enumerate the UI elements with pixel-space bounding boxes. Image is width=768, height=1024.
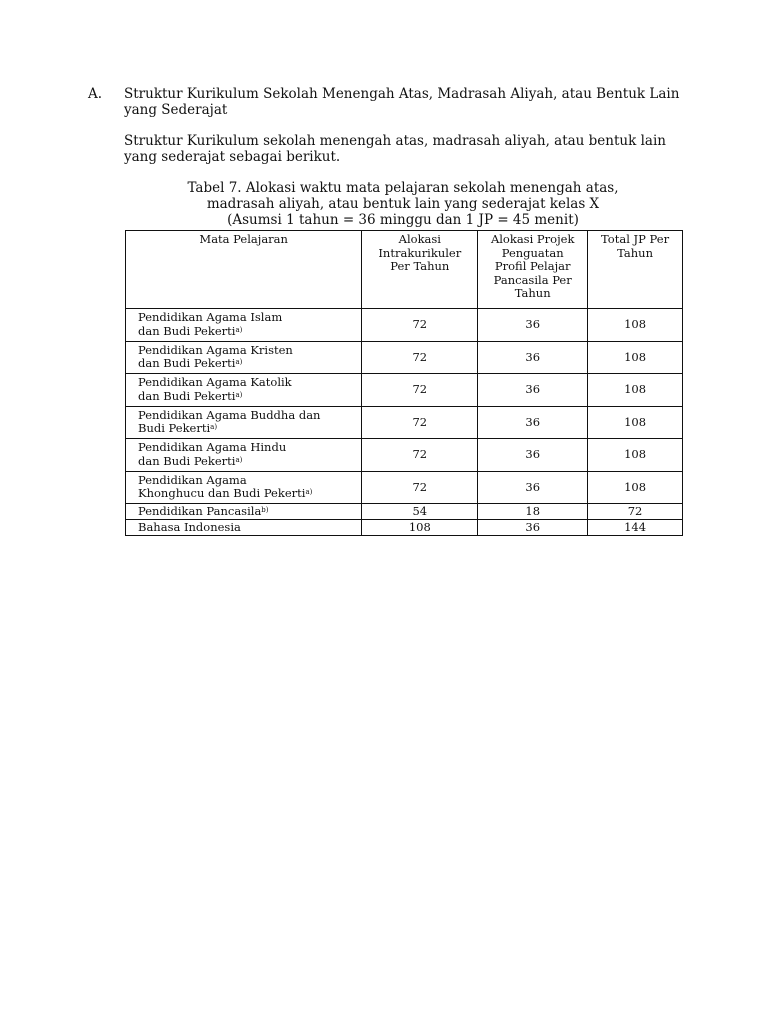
intra-cell: 72 — [362, 374, 478, 407]
table-row — [126, 504, 683, 520]
table-row — [126, 439, 683, 472]
projek-cell: 36 — [478, 471, 588, 504]
projek-cell: 36 — [478, 341, 588, 374]
intra-cell: 72 — [362, 471, 478, 504]
total-cell: 144 — [588, 520, 683, 536]
subject-cell: Pendidikan Agama Katolik dan Budi Pekerti$^{a)}$ — [126, 374, 362, 407]
section-title: Struktur Kurikulum Sekolah Menengah Atas, Madrasah Aliyah, atau Bentuk Lain yang Sederajat — [124, 86, 680, 118]
total-cell: 72 — [588, 504, 683, 520]
intra-cell: 72 — [362, 406, 478, 439]
section-letter: A. — [88, 86, 103, 102]
total-cell: 108 — [588, 439, 683, 472]
subject-cell: Pendidikan Agama Kristen dan Budi Pekerti$^{a)}$ — [126, 341, 362, 374]
projek-cell: 36 — [478, 439, 588, 472]
subject-cell: Pendidikan Agama Khonghucu dan Budi Pekerti$^{a)}$ — [126, 471, 362, 504]
total-cell: 108 — [588, 406, 683, 439]
subject-cell: Pendidikan Pancasila$^{b)}$ — [126, 504, 362, 520]
projek-cell: 36 — [478, 520, 588, 536]
caption-line-1: Tabel 7. Alokasi waktu mata pelajaran sekolah menengah atas, — [187, 180, 619, 196]
subject-cell: Pendidikan Agama Buddha dan Budi Pekerti$^{a)}$ — [126, 406, 362, 439]
table-row — [126, 309, 683, 342]
header-total: Total JP Per Tahun — [588, 231, 683, 309]
projek-cell: 18 — [478, 504, 588, 520]
intra-cell: 54 — [362, 504, 478, 520]
total-cell: 108 — [588, 341, 683, 374]
intra-cell: 108 — [362, 520, 478, 536]
table-row — [126, 406, 683, 439]
subject-cell: Pendidikan Agama Islam dan Budi Pekerti$^{a)}$ — [126, 309, 362, 342]
header-mata-pelajaran: Mata Pelajaran — [126, 231, 362, 309]
intra-cell: 72 — [362, 309, 478, 342]
table-row — [126, 374, 683, 407]
caption-line-2: madrasah aliyah, atau bentuk lain yang sederajat kelas X — [206, 196, 600, 212]
caption-assumption: (Asumsi 1 tahun = 36 minggu dan 1 JP = 45 menit) — [227, 212, 579, 228]
subject-cell: Bahasa Indonesia — [126, 520, 362, 536]
projek-cell: 36 — [478, 374, 588, 407]
table-caption — [124, 180, 682, 228]
header-intrakurikuler: Alokasi Intrakurikuler Per Tahun — [362, 231, 478, 309]
intra-cell: 72 — [362, 341, 478, 374]
intro-paragraph: Struktur Kurikulum sekolah menengah atas, madrasah aliyah, atau bentuk lain yang sederajat sebagai berikut. — [124, 133, 666, 165]
table-header-row — [126, 231, 683, 309]
total-cell: 108 — [588, 471, 683, 504]
projek-cell: 36 — [478, 309, 588, 342]
table-row — [126, 471, 683, 504]
subject-cell: Pendidikan Agama Hindu dan Budi Pekerti$^{a)}$ — [126, 439, 362, 472]
projek-cell: 36 — [478, 406, 588, 439]
table-row — [126, 520, 683, 536]
total-cell: 108 — [588, 374, 683, 407]
allocation-table — [125, 230, 683, 536]
total-cell: 108 — [588, 309, 683, 342]
intra-cell: 72 — [362, 439, 478, 472]
header-projek: Alokasi Projek Penguatan Profil Pelajar Pancasila Per Tahun — [478, 231, 588, 309]
table-row — [126, 341, 683, 374]
